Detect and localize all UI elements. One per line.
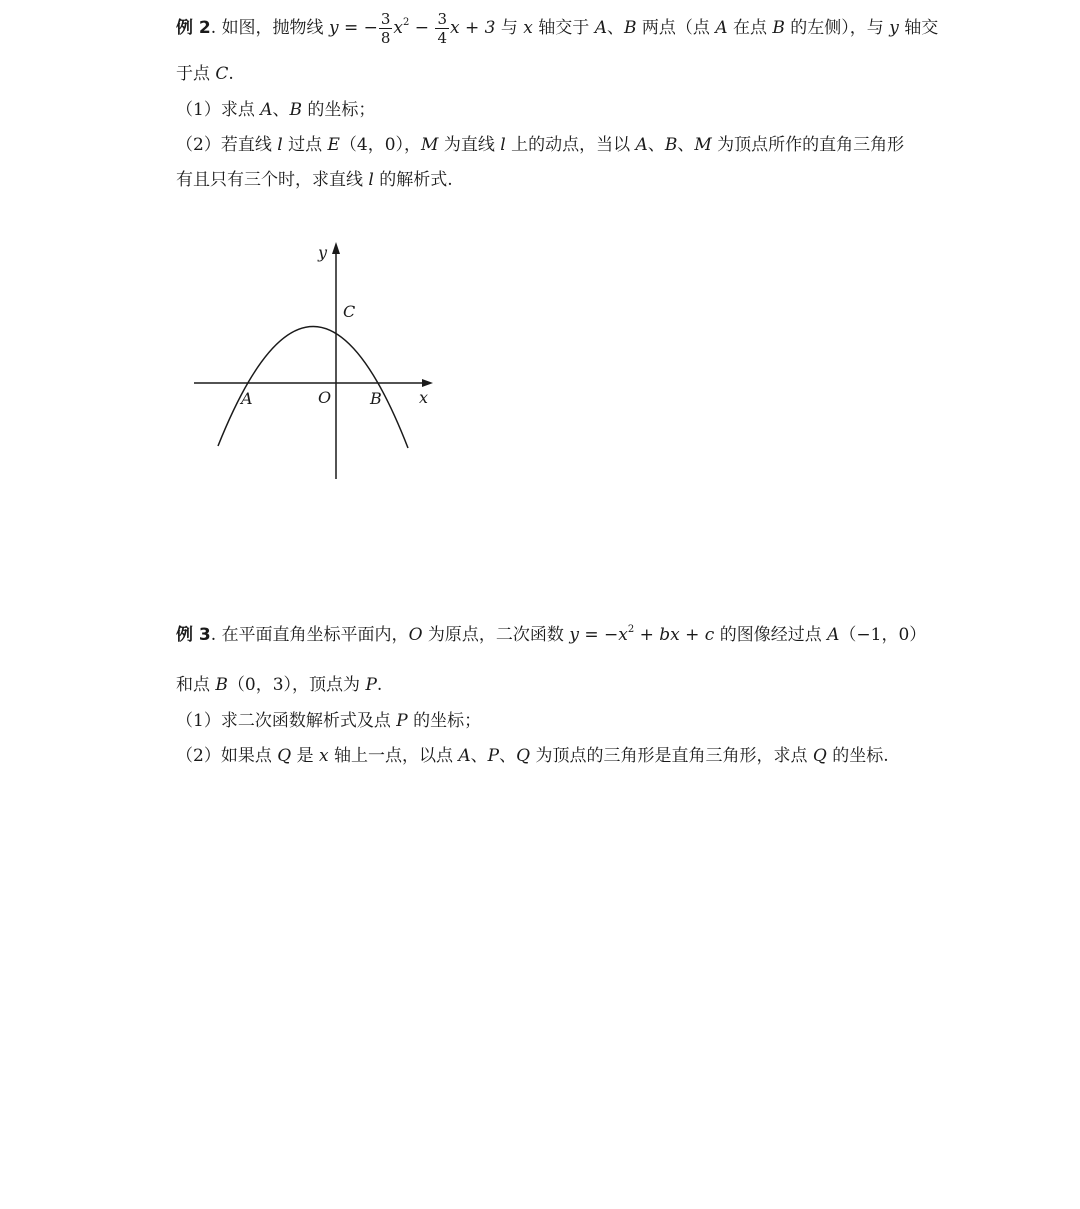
example2-question2-line2: 有且只有三个时，求直线 l 的解析式.: [176, 170, 453, 190]
example3-line1: 例 3. 在平面直角坐标平面内，O 为原点，二次函数 $y = -x^2$ + bx + c 的图像经过点 A（−1，0）: [176, 624, 927, 645]
x-axis-arrow-icon: [422, 379, 433, 387]
example3-question1: （1）求二次函数解析式及点 P 的坐标；: [176, 711, 482, 731]
example3-line2: 和点 B（0，3），顶点为 P.: [176, 675, 383, 695]
example2-label: 例 2: [176, 18, 211, 38]
fraction-3-4: $\frac{3}{4}$: [437, 10, 447, 47]
point-b-label: B: [370, 389, 382, 408]
example2-line1: 例 2. 如图，抛物线 y = − $\frac{3}{8}$ $x^2$ − $\frac{3}{4}$ x + 3 与 x 轴交于 A、B 两点（点 A 在点 B 的左侧），与 y 轴交: [176, 10, 939, 47]
point-c-label: C: [343, 302, 356, 321]
equation-lhs: y = −: [328, 18, 378, 38]
parabola-figure: [190, 236, 440, 486]
equation-quadratic: y = −x: [569, 625, 628, 645]
point-a-label: A: [241, 389, 253, 408]
y-axis-label: y: [318, 243, 328, 262]
y-axis-arrow-icon: [332, 242, 340, 254]
example3-label: 例 3: [176, 625, 211, 645]
x-axis-label: x: [419, 388, 429, 407]
example2-line2: 于点 C.: [176, 64, 234, 84]
parabola-curve: [218, 326, 408, 448]
example2-question1: （1）求点 A、B 的坐标；: [176, 100, 376, 120]
example2-question2-line1: （2）若直线 l 过点 E（4，0），M 为直线 l 上的动点，当以 A、B、M 为顶点所作的直角三角形: [176, 135, 905, 155]
example3-question2: （2）如果点 Q 是 x 轴上一点，以点 A、P、Q 为顶点的三角形是直角三角形，求点 Q 的坐标.: [176, 746, 889, 766]
origin-label: O: [318, 388, 332, 407]
fraction-3-8: $\frac{3}{8}$: [380, 10, 391, 47]
